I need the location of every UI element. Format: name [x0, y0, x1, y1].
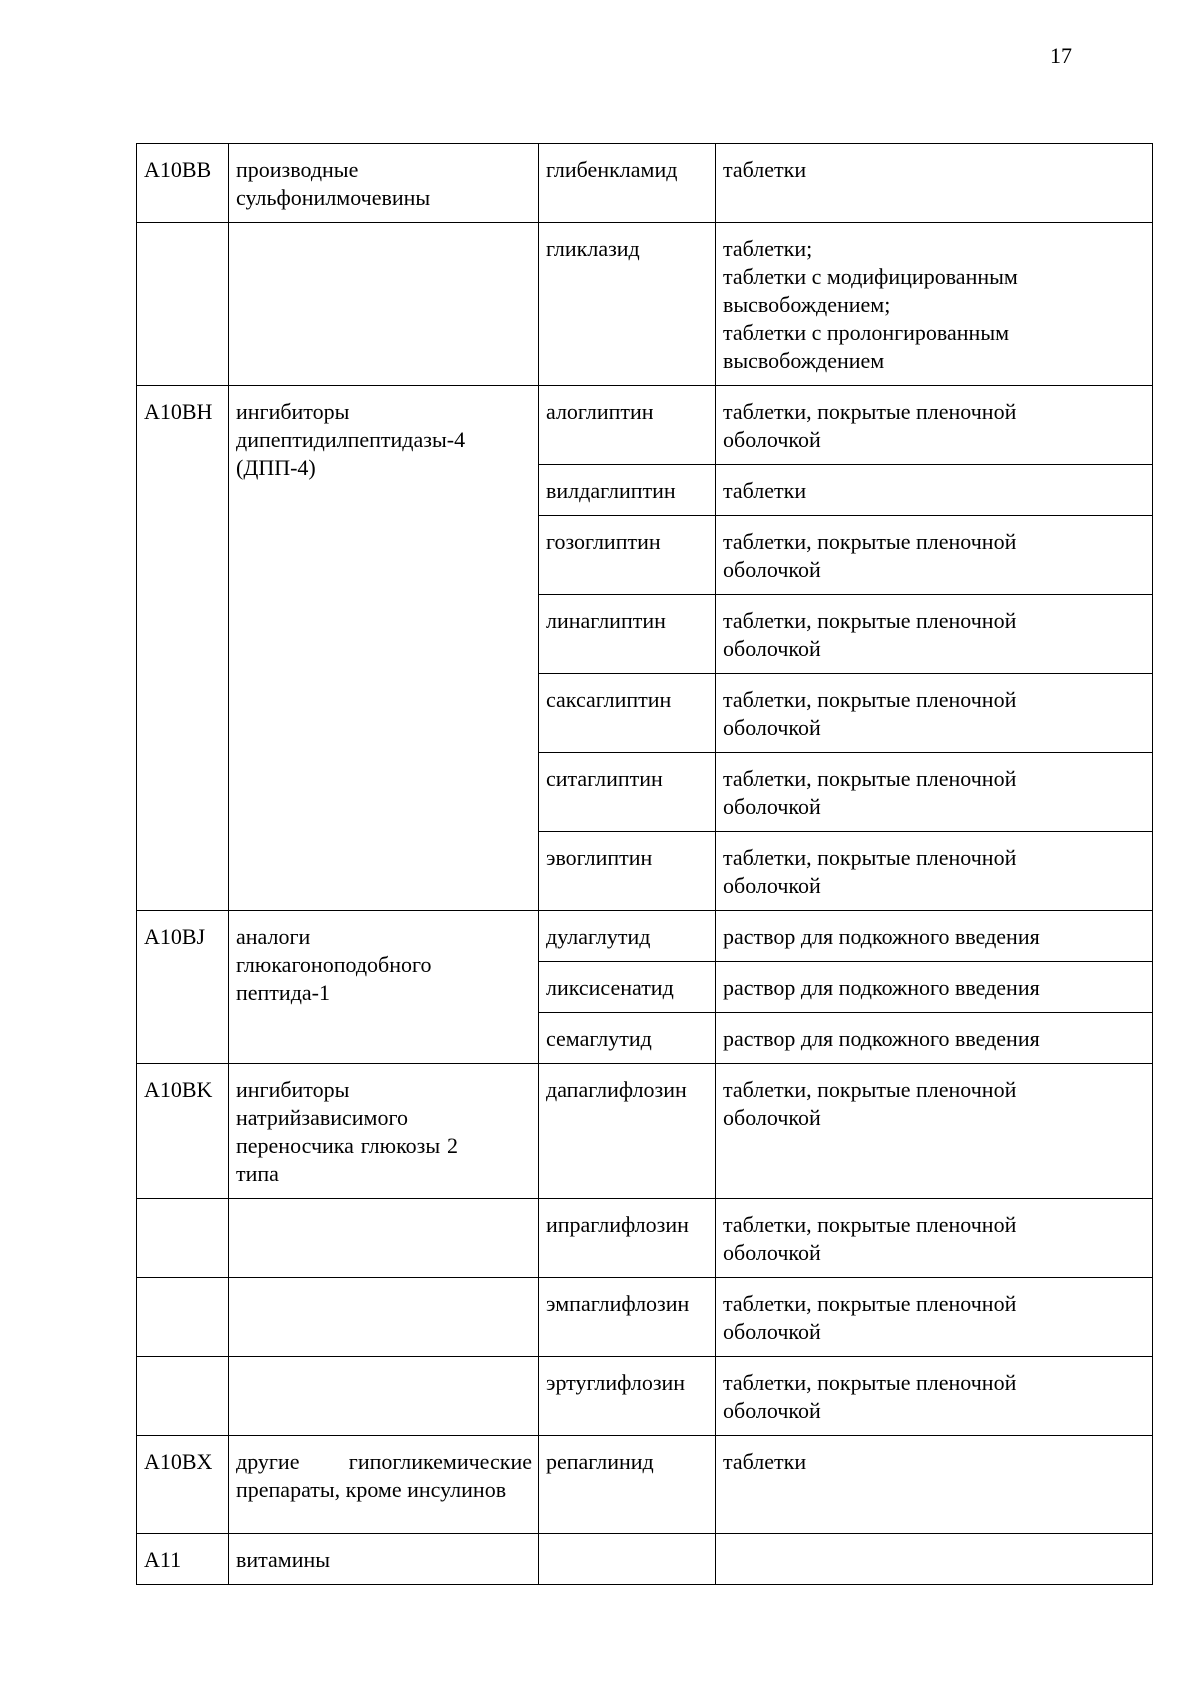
drug-name-cell: репаглинид — [539, 1436, 716, 1534]
table-row — [137, 911, 1153, 962]
atc-code-cell: A10BJ — [137, 911, 229, 1064]
drug-name-cell: ситаглиптин — [539, 753, 716, 832]
dosage-form-cell: таблетки, покрытые пленочной оболочкой — [716, 753, 1153, 832]
group-name-cell — [229, 223, 539, 386]
drug-name-cell: глибенкламид — [539, 144, 716, 223]
atc-code-cell — [137, 223, 229, 386]
dosage-form-cell: таблетки, покрытые пленочной оболочкой — [716, 832, 1153, 911]
page-number: 17 — [1050, 43, 1072, 68]
dosage-form-cell — [716, 1534, 1153, 1585]
drug-name-cell: ликсисенатид — [539, 962, 716, 1013]
dosage-form-cell: таблетки, покрытые пленочной оболочкой — [716, 1278, 1153, 1357]
atc-code-cell: A10BB — [137, 144, 229, 223]
dosage-form-cell: таблетки — [716, 465, 1153, 516]
dosage-form-text: таблетки с пролонгированным высвобождением — [723, 320, 1010, 373]
dosage-form-cell: таблетки, покрытые пленочной оболочкой — [716, 674, 1153, 753]
dosage-form-cell: таблетки, покрытые пленочной оболочкой — [716, 516, 1153, 595]
table-row — [137, 1534, 1153, 1585]
atc-code-cell — [137, 1357, 229, 1436]
dosage-form-cell: таблетки, покрытые пленочной оболочкой — [716, 1199, 1153, 1278]
drug-name-cell: саксаглиптин — [539, 674, 716, 753]
table-row — [137, 223, 1153, 386]
drug-name-cell: семаглутид — [539, 1013, 716, 1064]
atc-code-cell: A10BH — [137, 386, 229, 911]
drug-name-cell: гозоглиптин — [539, 516, 716, 595]
dosage-form-cell: раствор для подкожного введения — [716, 1013, 1153, 1064]
drug-name-cell: дапаглифлозин — [539, 1064, 716, 1199]
table-row — [137, 1278, 1153, 1357]
dosage-form-text: таблетки с модифицированным высвобождением; — [723, 264, 1018, 317]
dosage-form-cell: раствор для подкожного введения — [716, 911, 1153, 962]
dosage-form-cell — [716, 223, 1153, 386]
drug-name-cell: линаглиптин — [539, 595, 716, 674]
group-name-cell: ингибиторы натрийзависимого переносчика глюкозы 2 типа — [229, 1064, 539, 1199]
group-name-cell: аналоги глюкагоноподобного пептида-1 — [229, 911, 539, 1064]
group-name-cell: ингибиторы дипептидилпептидазы-4 (ДПП-4) — [229, 386, 539, 911]
drug-table — [136, 143, 1153, 1585]
dosage-form-cell: раствор для подкожного введения — [716, 962, 1153, 1013]
drug-name-cell: эртуглифлозин — [539, 1357, 716, 1436]
drug-name-cell: дулаглутид — [539, 911, 716, 962]
dosage-form-text: таблетки — [723, 157, 807, 182]
atc-code-cell: A10BX — [137, 1436, 229, 1534]
group-name-cell: витамины — [229, 1534, 539, 1585]
table-row — [137, 144, 1153, 223]
dosage-form-cell: таблетки, покрытые пленочной оболочкой — [716, 595, 1153, 674]
dosage-form-text: таблетки; — [723, 236, 813, 261]
drug-name-cell: ипраглифлозин — [539, 1199, 716, 1278]
atc-code-cell — [137, 1199, 229, 1278]
atc-code-cell: A11 — [137, 1534, 229, 1585]
dosage-form-cell: таблетки, покрытые пленочной оболочкой — [716, 386, 1153, 465]
drug-name-cell: алоглиптин — [539, 386, 716, 465]
atc-code-cell — [137, 1278, 229, 1357]
group-name-cell — [229, 1199, 539, 1278]
drug-name-cell: вилдаглиптин — [539, 465, 716, 516]
group-name-cell: производные сульфонилмочевины — [229, 144, 539, 223]
dosage-form-cell: таблетки, покрытые пленочной оболочкой — [716, 1357, 1153, 1436]
table-row — [137, 1436, 1153, 1534]
drug-name-cell: эмпаглифлозин — [539, 1278, 716, 1357]
atc-code-cell: A10BK — [137, 1064, 229, 1199]
group-name-cell: другие гипогликемические препараты, кроме инсулинов — [229, 1436, 539, 1534]
dosage-form-cell: таблетки — [716, 1436, 1153, 1534]
drug-name-cell — [539, 1534, 716, 1585]
dosage-form-cell: таблетки, покрытые пленочной оболочкой — [716, 1064, 1153, 1199]
table-row — [137, 386, 1153, 465]
table-row — [137, 1064, 1153, 1199]
group-name-cell — [229, 1278, 539, 1357]
table-row — [137, 1199, 1153, 1278]
group-name-cell — [229, 1357, 539, 1436]
dosage-form-cell — [716, 144, 1153, 223]
drug-name-cell: гликлазид — [539, 223, 716, 386]
drug-name-cell: эвоглиптин — [539, 832, 716, 911]
table-row — [137, 1357, 1153, 1436]
